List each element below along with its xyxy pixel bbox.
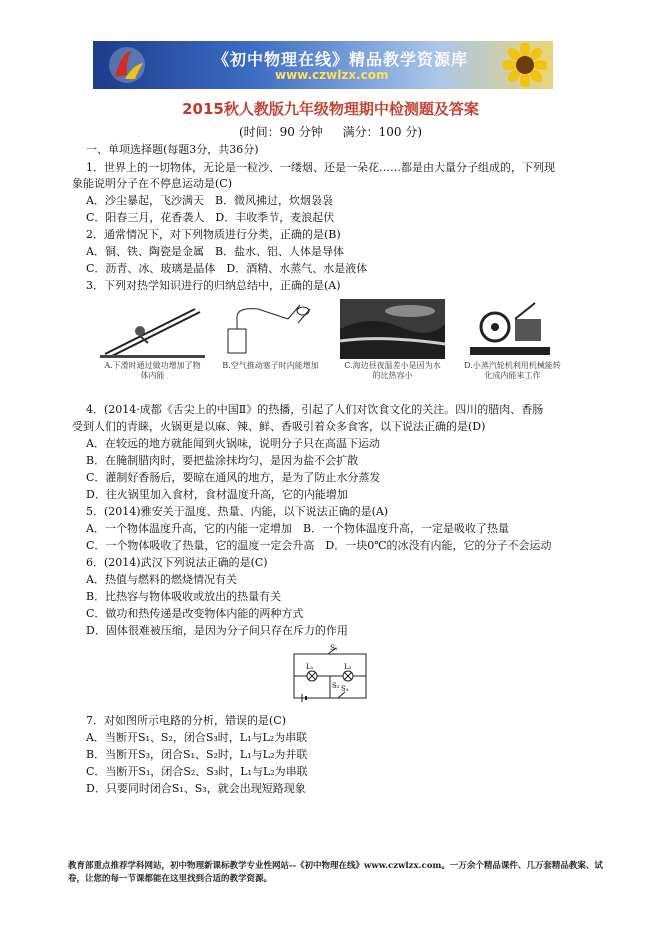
figure-caption: C.海边昼夜温差小是因为水的比热容小 (344, 361, 441, 380)
document-title: 2015秋人教版九年级物理期中检测题及答案 (182, 100, 479, 118)
circuit-label: S₃ (341, 685, 349, 693)
answer-option: A．一个物体温度升高，它的内能一定增加 B．一个物体温度升高，一定是吸收了热量 (86, 522, 510, 535)
answer-option: A．在较远的地方就能闻到火锅味，说明分子只在高温下运动 (86, 437, 380, 450)
answer-option: B．比热容与物体吸收或放出的热量有关 (86, 590, 282, 603)
circuit-diagram (290, 644, 370, 702)
exam-info (0, 123, 661, 140)
question-3-figures (100, 299, 570, 391)
answer-option: C．阳春三月，花香袭人 D．丰收季节，麦浪起伏 (86, 211, 335, 224)
exam-time: (时间：90 分钟 (238, 125, 323, 139)
figure-slide (100, 299, 205, 391)
footer-note: 教育部重点推荐学科网站，初中物理新课标教学专业性网站--《初中物理在线》www.czwlzx.com。一万余个精品课件、几万套精品教案、试卷，让您的每一节课都能在这里找到合适的教学资源。 (68, 861, 603, 884)
answer-option: D．只要同时闭合S₁、S₃，就会出现短路现象 (86, 782, 306, 795)
question-text: 1．世界上的一切物体，无论是一粒沙、一缕烟、还是一朵花……都是由大量分子组成的，下列现 (86, 161, 555, 174)
question-text: 象能说明分子在不停息运动是(C) (72, 177, 232, 190)
sunflower-icon (503, 43, 547, 87)
answer-option: A．铜、铁、陶瓷是金属 B．盐水、铝、人体是导体 (86, 245, 345, 258)
figure-steam-turbine (460, 299, 565, 391)
circuit-label: L₂ (344, 663, 352, 671)
answer-option: C．当断开S₁，闭合S₂、S₃时，L₁与L₂为串联 (86, 765, 308, 778)
answer-option: D．往火锅里加入食材，食材温度升高，它的内能增加 (86, 488, 348, 501)
answer-option: C．一个物体吸收了热量，它的温度一定会升高 D．一块0℃的冰没有内能，它的分子不会运动 (86, 539, 552, 552)
figure-caption: A.下滑时通过做功增加了物体内能 (104, 361, 201, 380)
question-text: 5．(2014)雅安关于温度、热量、内能，以下说法正确的是(A) (86, 505, 389, 518)
answer-option: D．固体很难被压缩，是因为分子间只存在斥力的作用 (86, 624, 348, 637)
figure-caption: B.空气推动塞子时内能增加 (222, 361, 319, 370)
site-logo-icon (107, 45, 147, 85)
answer-option: A．当断开S₁、S₂，闭合S₃时，L₁与L₂为串联 (86, 731, 308, 744)
answer-option: A．沙尘暴起，飞沙满天 B．微风拂过，炊烟袅袅 (86, 194, 334, 207)
answer-option: B．当断开S₃，闭合S₁、S₂时，L₁与L₂为并联 (86, 748, 308, 761)
question-text: 3．下列对热学知识进行的归纳总结中，正确的是(A) (86, 279, 341, 292)
circuit-label: S₂ (332, 682, 340, 690)
answer-option: C．灌制好香肠后，要晾在通风的地方，是为了防止水分蒸发 (86, 471, 381, 484)
section-heading: 一、单项选择题(每题3分，共36分) (86, 143, 259, 156)
question-text: 4．(2014·成都《舌尖上的中国Ⅱ》的热播，引起了人们对饮食文化的关注。四川的腊肉、香肠 (86, 403, 544, 416)
figure-caption: D.小蒸汽轮机利用机械能转化成内能来工作 (464, 361, 561, 380)
banner-title: 《初中物理在线》精品教学资源库 (213, 50, 469, 69)
seashore-photo-icon (340, 299, 445, 359)
question-text: 2．通常情况下，对下列物质进行分类，正确的是(B) (86, 228, 341, 241)
answer-option: C．做功和热传递是改变物体内能的两种方式 (86, 607, 304, 620)
flask-illustration-icon (218, 299, 323, 359)
slide-illustration-icon (100, 299, 205, 359)
answer-option: C．沥青、冰、玻璃是晶体 D．酒精、水蒸气、水是液体 (86, 262, 368, 275)
question-text: 受到人们的青睐，火锅更是以麻、辣、鲜、香吸引着众多食客，以下说法正确的是(D) (72, 420, 486, 433)
answer-option: A．热值与燃料的燃烧情况有关 (86, 573, 237, 586)
figure-seashore (340, 299, 445, 391)
exam-score: 满分：100 分) (342, 125, 422, 139)
header-banner (93, 41, 553, 89)
question-text: 7．对如图所示电路的分析，错误的是(C) (86, 714, 286, 727)
figure-flask (218, 299, 323, 391)
banner-url[interactable]: www.czwlzx.com (275, 68, 389, 82)
circuit-label: S₁ (330, 644, 338, 652)
circuit-label: L₁ (306, 663, 314, 671)
question-text: 6．(2014)武汉下列说法正确的是(C) (86, 556, 268, 569)
answer-option: B．在腌制腊肉时，要把盐涂抹均匀，是因为盐不会扩散 (86, 454, 359, 467)
steam-turbine-icon (460, 299, 565, 359)
